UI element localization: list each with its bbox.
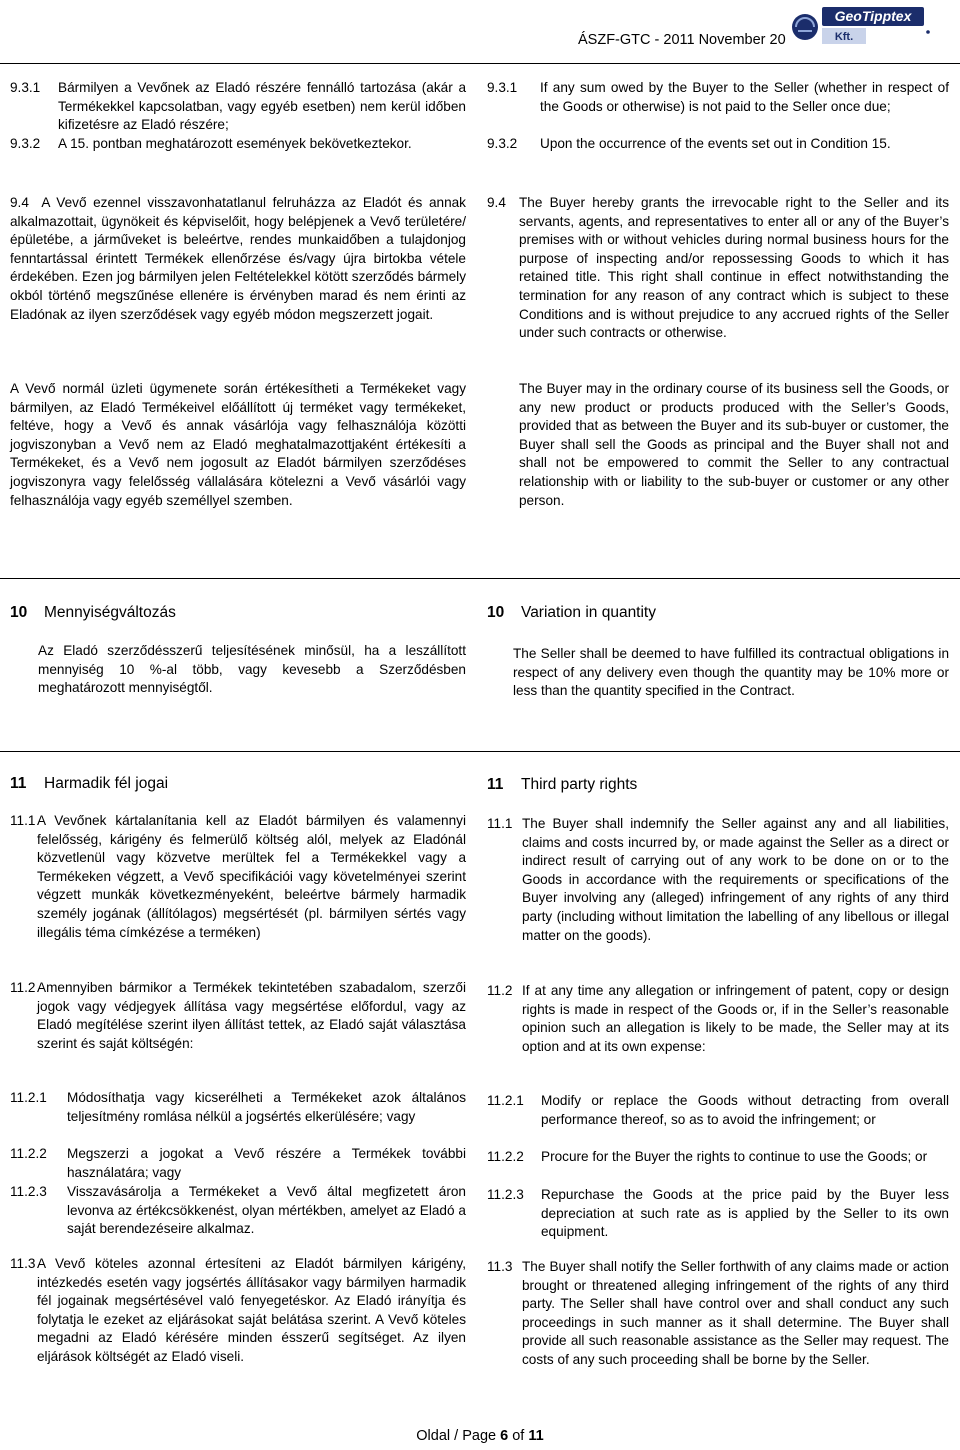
item-text: Visszavásárolja a Termékeket a Vevő által megfizetett áron levonva az értékcsökkenést, olyan mértékben, amelyet az Eladó a saját berendezéseire alkalmaz. bbox=[67, 1184, 466, 1237]
section-10-en-text bbox=[513, 645, 949, 701]
item-number: 11.2 bbox=[10, 980, 36, 995]
section-heading: 11 Third party rights bbox=[487, 776, 638, 793]
footer-label: Oldal / Page bbox=[416, 1428, 497, 1444]
section-divider bbox=[0, 578, 960, 579]
item-number: 11.2.1 bbox=[10, 1090, 47, 1105]
item-number: 11.2.3 bbox=[487, 1187, 524, 1202]
section-heading: 10 Variation in quantity bbox=[487, 604, 656, 621]
item-number: 11.2.3 bbox=[10, 1184, 47, 1199]
section-9-hu bbox=[10, 79, 466, 559]
paragraph: Az Eladó szerződésszerű teljesítésének minősül, ha a leszállított mennyiség 10 %-al több, vagy kevesebb a Szerződésben meghatározott mennyiségtől. bbox=[38, 643, 466, 696]
item-text: Modify or replace the Goods without detracting from overall performance thereof, so as to avoid the infringement; or bbox=[541, 1093, 949, 1127]
section-title: Mennyiségváltozás bbox=[44, 604, 176, 621]
section-title: Variation in quantity bbox=[521, 604, 656, 621]
paragraph: The Buyer may in the ordinary course of its business sell the Goods, or any new product or products produced with the Seller’s Goods, provided that as between the Buyer and its sub-buyer or customer, the Buyer shall sell the Goods as principal and the Buyer shall not and shall not be empowered to commit the Seller to any contractual relationship with or liability to the sub-buyer or customer or any other person. bbox=[519, 381, 949, 508]
clause-9-4 bbox=[10, 194, 466, 324]
item-number: 11.3 bbox=[10, 1256, 36, 1271]
header-rule bbox=[0, 63, 960, 64]
svg-text:Kft.: Kft. bbox=[834, 31, 854, 43]
paragraph: A Vevő normál üzleti ügymenete során értékesítheti a Termékeket vagy bármilyen, az Eladó Termékeivel előállított új terméket vagy termékeket, feltéve, hogy a Vevő és annak vásárlója vagy felhasználója közötti jogviszonyban a Vevő nem az Eladó meghatalmazottjaként értékesíti a Termékeket, és a Vevő nem jogosult az Eladót bármilyen szerződéses jogviszonyra vagy felelősség vállalására kötelezni a Vevő vásárlói vagy felhasználója vagy egyéb személlyel szemben. bbox=[10, 381, 466, 508]
item-number: 11.2.1 bbox=[487, 1093, 524, 1108]
section-divider bbox=[0, 751, 960, 752]
footer-of: of bbox=[512, 1428, 525, 1444]
item-text: Repurchase the Goods at the price paid by the Buyer less depreciation at such rate as is applied by the Seller to its own equipment. bbox=[541, 1187, 949, 1240]
item-text: A Vevő ezennel visszavonhatatlanul felruházza az Eladót és annak alkalmazottait, ügynökeit és képviselőit, hogy belépjenek a Vevő területére/épületébe, a járműveket is beleértve, rendes munkaidőben a tulajdonjog fenntartással érintett Termékek ellenőrzése és/vagy újra birtokba vétele érdekében. Ezen jog bármilyen jelen Feltételekkel kötött szerződés bármely okból történő megszűnése ellenére is érvényben marad és nem érinti az Eladónak az ilyen szerződések vagy egyéb módon megszerzett jogait. bbox=[10, 195, 466, 322]
section-9-en bbox=[487, 79, 949, 559]
item-number: 11.1 bbox=[487, 816, 513, 831]
item-text: Megszerzi a jogokat a Vevő részére a Termékek további használatára; vagy bbox=[67, 1146, 466, 1180]
item-number: 9.3.2 bbox=[487, 136, 518, 151]
item-text: A Vevőnek kártalanítania kell az Eladót bármilyen és valamennyi felelősség, kárigény és felmerülő költség alól, melyek az Eladónál közvetlenül vagy közvetve merültek fel a Termékekkel vagy a Termékeken végzett, a Vevő specifikációi vagy követelményei szerint végzett munkák következményeként, beleértve bármely harmadik személy jogának (állítólagos) megsértését (pl. bármilyen sértés vagy illegális téma címkézése a terméken) bbox=[37, 813, 466, 940]
item-text: Upon the occurrence of the events set out in Condition 15. bbox=[540, 136, 891, 151]
page-footer bbox=[0, 1428, 960, 1444]
item-number: 9.3.1 bbox=[487, 80, 518, 95]
item-text: If any sum owed by the Buyer to the Seller (whether in respect of the Goods or otherwise) is not paid to the Seller once due; bbox=[540, 80, 949, 114]
section-title: Harmadik fél jogai bbox=[44, 775, 169, 792]
item-text: Módosíthatja vagy kicserélheti a Termékeket azok általános teljesítmény romlása nélkül a jogsértés elkerülésére; vagy bbox=[67, 1090, 466, 1124]
item-text: If at any time any allegation or infringement of patent, copy or design rights is made in respect of the Goods or, if in the Seller’s reasonable opinion such an allegation is likely to be made, the Seller may at its option and at its own expense: bbox=[522, 983, 949, 1054]
section-11-hu bbox=[10, 812, 466, 1412]
section-heading: 10 Mennyiségváltozás bbox=[10, 604, 176, 621]
item-text: The Buyer shall notify the Seller forthwith of any claims made or action brought or threatened alleging infringement of the rights of any third party. The Seller shall have control over and shall conduct any such proceedings in such manner as it shall determine. The Buyer shall provide all such reasonable assistance as the Seller may request. The costs of any such proceeding shall be borne by the Seller. bbox=[522, 1259, 949, 1367]
item-number: 9.4 bbox=[10, 195, 29, 210]
item-number: 9.4 bbox=[487, 195, 506, 210]
item-number: 9.3.1 bbox=[10, 80, 41, 95]
item-text: Bármilyen a Vevőnek az Eladó részére fennálló tartozása (akár a Termékekkel kapcsolatban, vagy egyéb esetben) nem kerül időben kifizetésre az Eladó részére; bbox=[58, 80, 466, 133]
page-number: 6 bbox=[500, 1428, 509, 1444]
item-number: 11.1 bbox=[10, 813, 36, 828]
section-11-en bbox=[487, 815, 949, 1415]
item-number: 11.3 bbox=[487, 1259, 513, 1274]
item-number: 9.3.2 bbox=[10, 136, 41, 151]
company-logo bbox=[788, 4, 956, 50]
item-number: 11.2 bbox=[487, 983, 513, 998]
item-text: The Buyer shall indemnify the Seller against any and all liabilities, claims and costs incurred by, or made against the Seller as a direct or indirect result of carrying out of any work to be done on or to the Goods in accordance with the requirements or specifications of the Buyer involving any (alleged) infringement of any rights of any third party (including without limitation the labelling of any libellous or illegal matter on the goods). bbox=[522, 816, 949, 943]
section-title: Third party rights bbox=[521, 776, 638, 793]
section-10-hu-text bbox=[38, 642, 466, 698]
item-text: Amennyiben bármikor a Termékek tekintetében szabadalom, szerzői jogok vagy védjegyek állítása vagy megsértése előfordul, vagy az Eladó megítélése szerint ilyen állítást tettek, az Eladó saját választása szerint és saját költségén: bbox=[37, 980, 466, 1051]
item-number: 11.2.2 bbox=[10, 1146, 47, 1161]
item-number: 11.2.2 bbox=[487, 1149, 524, 1164]
item-text: Procure for the Buyer the rights to continue to use the Goods; or bbox=[541, 1149, 928, 1164]
paragraph: The Seller shall be deemed to have fulfilled its contractual obligations in respect of any delivery even though the quantity may be 10% more or less than the quantity specified in the Contract. bbox=[513, 646, 949, 699]
svg-text:GeoTipptex: GeoTipptex bbox=[834, 8, 912, 24]
section-heading: 11 Harmadik fél jogai bbox=[10, 775, 169, 792]
page-total: 11 bbox=[528, 1428, 544, 1444]
item-text: The Buyer hereby grants the irrevocable right to the Seller and its servants, agents, and representatives to enter all or any of the Buyer’s premises with or without vehicles during normal business hours for the purpose of inspecting and/or repossessing Goods to which it has retained title. This right shall continue in effect notwithstanding the termination for any reason of any contract which is subject to these Conditions and is without prejudice to any accrued rights of the Seller under such contracts or otherwise. bbox=[519, 195, 949, 341]
document-header-title: ÁSZF-GTC - 2011 November 20 bbox=[578, 32, 786, 48]
item-text: A 15. pontban meghatározott események bekövetkeztekor. bbox=[58, 136, 412, 151]
item-text: A Vevő köteles azonnal értesíteni az Eladót bármilyen kárigény, intézkedés esetén vagy jogsértés állításakor vagy bármilyen harmadik fél jogainak megsértésével való fenyegetéskor. Az Eladó irányítja és folytatja le ezeket az eljárásokat saját belátása szerint. A Vevő köteles megadni az Eladó kérésére minden ésszerű segítséget. Az ilyen eljárások költségét az Eladó viseli. bbox=[37, 1256, 466, 1364]
